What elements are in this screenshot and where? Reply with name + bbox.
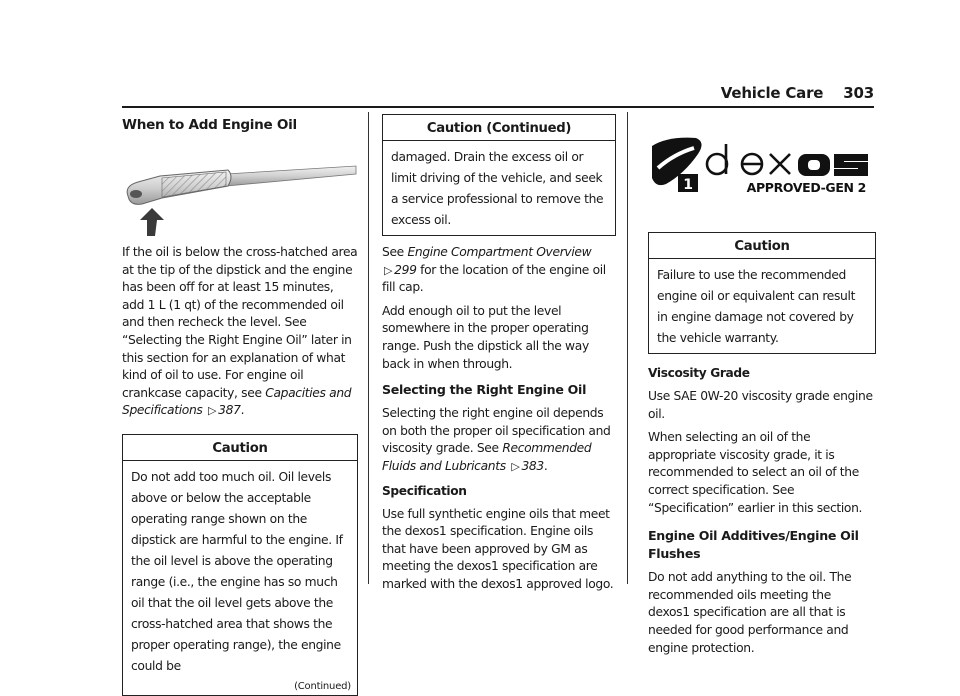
xref-capacities-page[interactable]: 387 <box>218 403 241 418</box>
paragraph-add-oil: If the oil is below the cross-hatched area at the tip of the dipstick and the engine has been off for at least 15 minutes, add 1 L (1 qt) of the recommended oil and then recheck the level. See “Selecting the Right Engine Oil” later in this section for an explanation of what kind of oil to use. For engine oil crankcase capacity, see Capacities and Specifications ▷ 387. <box>122 245 358 418</box>
xref-recommended-fluids[interactable]: Recommended Fluids and Lubricants <box>382 441 592 473</box>
svg-text:APPROVED-GEN 2: APPROVED-GEN 2 <box>746 180 866 195</box>
paragraph-selecting: Selecting the right engine oil depends on both the proper oil specification and viscosity grade. See Recommended Fluids and Lubricants ▷ 383. <box>382 406 611 473</box>
caution-body: Do not add too much oil. Oil levels above or below the acceptable operating range shown on the dipstick are harmful to the engine. If the oil level is above the operating range (i.e., the engine has so much oil that the oil level gets above the cross-hatched area that shows the proper operating range), the engine could be <box>131 469 343 673</box>
subheading-specification: Specification <box>382 483 467 498</box>
page-ref-arrow-icon: ▷ <box>511 459 520 473</box>
caution-continued-title: Caution (Continued) <box>383 115 615 141</box>
paragraph-selecting-viscosity: When selecting an oil of the appropriate viscosity grade, it is recommended to select an oil of the correct specification. See “Specification” earlier in this section. <box>648 430 863 515</box>
page-number: 303 <box>843 84 874 102</box>
dipstick-illustration <box>122 146 358 238</box>
page-ref-arrow-icon: ▷ <box>208 404 217 418</box>
heading-when-to-add-oil: When to Add Engine Oil <box>122 117 297 133</box>
column-3 <box>648 116 876 657</box>
header-rule <box>122 106 874 108</box>
paragraph-add-enough: Add enough oil to put the level somewhere in the proper operating range. Push the dipstick all the way back in when through. <box>382 303 589 371</box>
xref-engine-compartment[interactable]: Engine Compartment Overview <box>407 245 592 259</box>
caution-box-continued <box>382 114 616 236</box>
caution-box-3 <box>648 232 876 354</box>
paragraph-see-overview: See Engine Compartment Overview ▷ 299 for the location of the engine oil fill cap. <box>382 245 606 295</box>
section-title: Vehicle Care <box>720 84 824 102</box>
caution-box-1 <box>122 434 358 696</box>
paragraph-viscosity: Use SAE 0W-20 viscosity grade engine oil. <box>648 389 873 421</box>
column-1 <box>122 116 358 696</box>
subheading-viscosity: Viscosity Grade <box>648 366 750 380</box>
svg-text:1: 1 <box>683 177 693 193</box>
dexos-logo-icon <box>648 134 876 196</box>
heading-selecting-oil: Selecting the Right Engine Oil <box>382 382 587 398</box>
column-divider-2 <box>627 112 628 584</box>
xref-recommended-fluids-page[interactable]: 383 <box>521 458 544 473</box>
dexos-logo <box>648 134 876 196</box>
column-divider-1 <box>368 112 369 584</box>
running-head <box>721 84 874 102</box>
column-2 <box>382 116 616 594</box>
xref-capacities[interactable]: Capacities and Specifications <box>122 385 352 418</box>
dipstick-icon <box>122 146 358 238</box>
paragraph-additives: Do not add anything to the oil. The recommended oils meeting the dexos1 specification are all that is needed for good performance and engine protection. <box>648 570 852 655</box>
heading-additives: Engine Oil Additives/Engine Oil Flushes <box>648 528 859 562</box>
caution-title: Caution <box>649 233 875 259</box>
continued-note: (Continued) <box>294 680 351 692</box>
caution-title: Caution <box>123 435 357 461</box>
xref-engine-compartment-page[interactable]: 299 <box>394 262 417 277</box>
caution-body: Failure to use the recommended engine oil or equivalent can result in engine damage not covered by the vehicle warranty. <box>657 268 856 345</box>
caution-continued-body: damaged. Drain the excess oil or limit driving of the vehicle, and seek a service professional to remove the excess oil. <box>391 150 604 227</box>
up-arrow-icon <box>140 208 164 236</box>
page-ref-arrow-icon: ▷ <box>384 263 393 277</box>
paragraph-specification: Use full synthetic engine oils that meet the dexos1 specification. Engine oils that have been approved by GM as meeting the dexos1 specification are marked with the dexos1 approved logo. <box>382 506 614 591</box>
